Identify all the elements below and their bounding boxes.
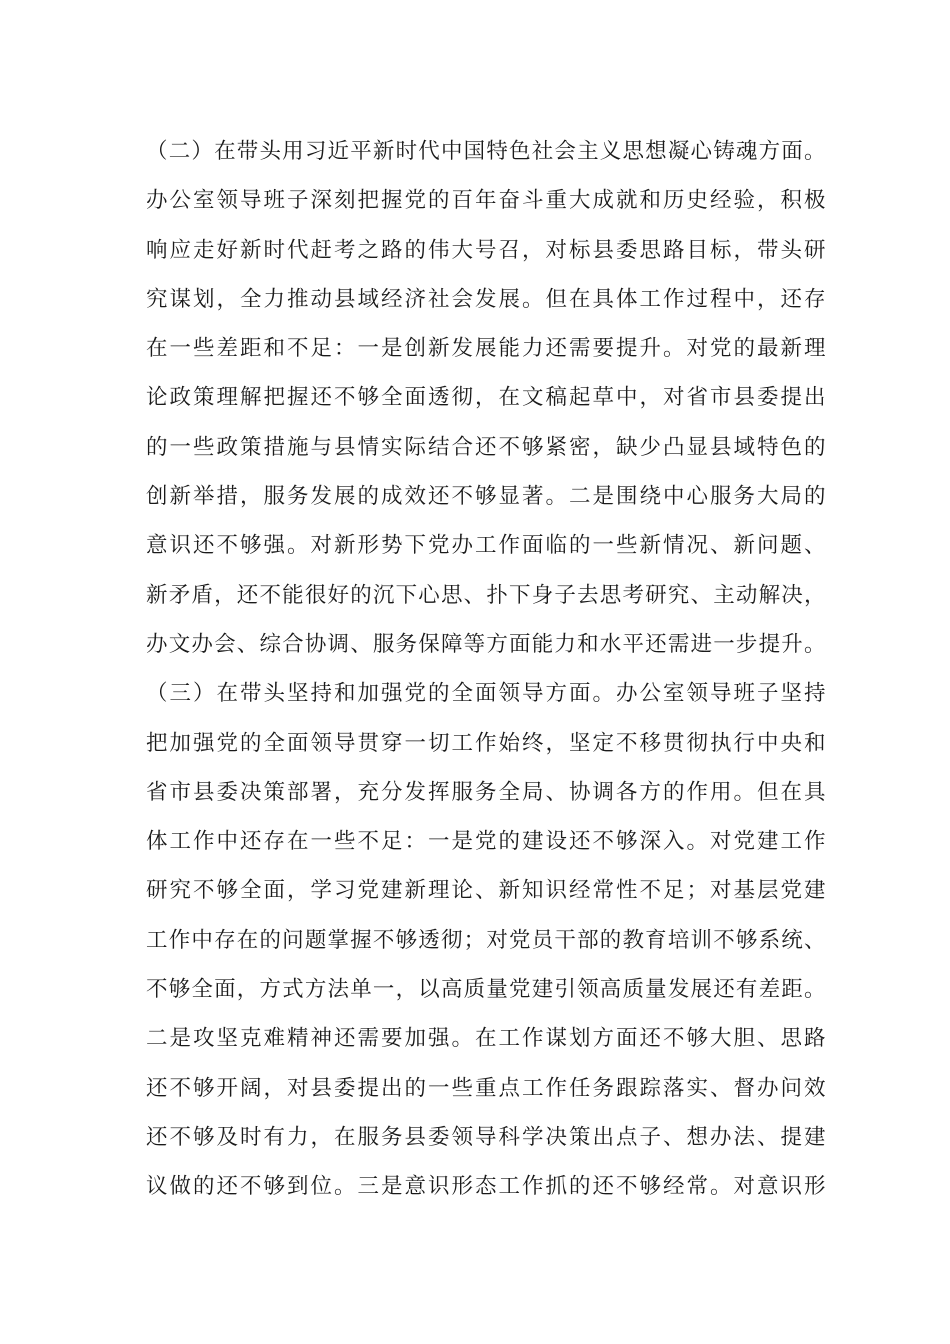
text-line-16: 研究不够全面，学习党建新理论、新知识经常性不足；对基层党建 [146, 878, 826, 904]
text-line-21: 还不够及时有力，在服务县委领导科学决策出点子、想办法、提建 [146, 1124, 826, 1150]
body-text [146, 127, 826, 1212]
text-line-10: 新矛盾，还不能很好的沉下心思、扑下身子去思考研究、主动解决， [146, 582, 826, 608]
text-line-4: 究谋划，全力推动县域经济社会发展。但在具体工作过程中，还存 [146, 286, 826, 312]
text-line-17: 工作中存在的问题掌握不够透彻；对党员干部的教育培训不够系统、 [146, 927, 826, 953]
text-line-22: 议做的还不够到位。三是意识形态工作抓的还不够经常。对意识形 [146, 1174, 826, 1200]
text-line-1: （二）在带头用习近平新时代中国特色社会主义思想凝心铸魂方面。 [146, 139, 826, 164]
text-line-20: 还不够开阔，对县委提出的一些重点工作任务跟踪落实、督办问效 [146, 1075, 826, 1101]
text-line-13: 把加强党的全面领导贯穿一切工作始终，坚定不移贯彻执行中央和 [146, 730, 826, 756]
text-line-9: 意识还不够强。对新形势下党办工作面临的一些新情况、新问题、 [146, 533, 826, 559]
text-line-5: 在一些差距和不足：一是创新发展能力还需要提升。对党的最新理 [146, 336, 826, 362]
text-line-8: 创新举措，服务发展的成效还不够显著。二是围绕中心服务大局的 [146, 484, 826, 510]
text-line-19: 二是攻坚克难精神还需要加强。在工作谋划方面还不够大胆、思路 [146, 1026, 826, 1052]
text-line-6: 论政策理解把握还不够全面透彻，在文稿起草中，对省市县委提出 [146, 385, 826, 411]
text-line-12: （三）在带头坚持和加强党的全面领导方面。办公室领导班子坚持 [146, 681, 826, 707]
text-line-15: 体工作中还存在一些不足：一是党的建设还不够深入。对党建工作 [146, 829, 826, 855]
text-line-2: 办公室领导班子深刻把握党的百年奋斗重大成就和历史经验，积极 [146, 188, 826, 214]
text-line-11: 办文办会、综合协调、服务保障等方面能力和水平还需进一步提升。 [146, 631, 826, 657]
text-line-14: 省市县委决策部署，充分发挥服务全局、协调各方的作用。但在具 [146, 779, 826, 805]
text-line-18: 不够全面，方式方法单一，以高质量党建引领高质量发展还有差距。 [146, 977, 826, 1003]
text-line-7: 的一些政策措施与县情实际结合还不够紧密，缺少凸显县域特色的 [146, 434, 826, 460]
text-line-3: 响应走好新时代赶考之路的伟大号召，对标县委思路目标，带头研 [146, 237, 826, 263]
